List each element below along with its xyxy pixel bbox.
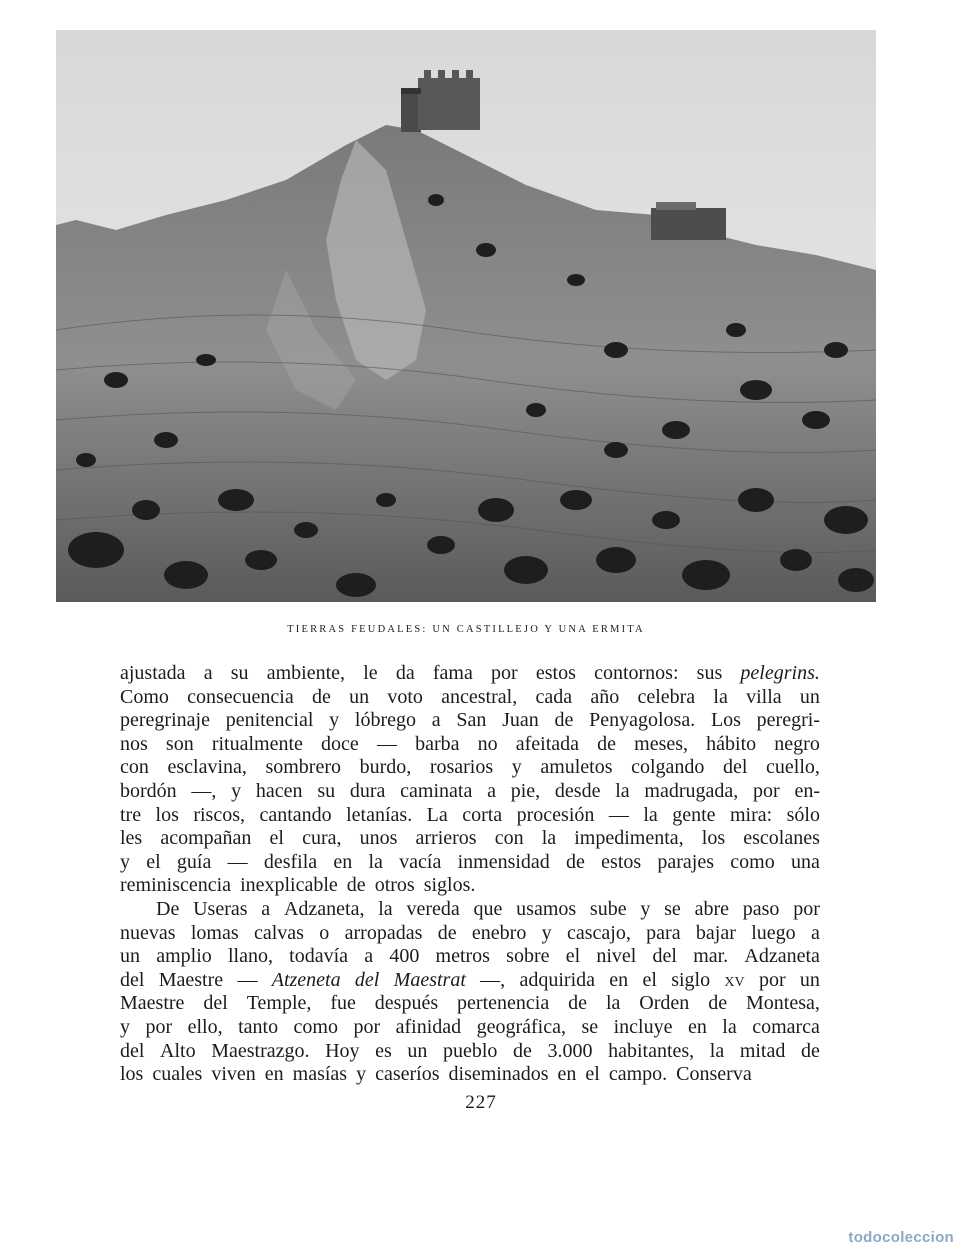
text-line — [120, 804, 820, 828]
word: y — [231, 779, 242, 802]
word: cura, — [302, 827, 342, 850]
word: la — [709, 1039, 725, 1062]
word: en — [609, 968, 629, 991]
word: impedimenta, — [574, 827, 684, 850]
word: en- — [794, 779, 820, 802]
text-line — [120, 733, 820, 757]
text-line — [120, 756, 820, 780]
word: cantando — [259, 803, 332, 826]
word: peregri- — [756, 709, 820, 732]
word: sube — [589, 897, 627, 920]
word: el — [642, 968, 657, 991]
word: incluye — [613, 1015, 673, 1038]
word: en — [264, 1063, 284, 1086]
word: los — [120, 1063, 144, 1086]
word: nuevas — [120, 921, 176, 944]
word: la — [713, 685, 728, 708]
word: Como — [120, 685, 169, 708]
word: — — [608, 803, 629, 826]
word: de — [568, 992, 588, 1015]
word: se — [581, 1015, 599, 1038]
word: campo. — [608, 1063, 668, 1086]
word: bajar — [695, 921, 736, 944]
text-line — [120, 1040, 820, 1064]
word: no — [477, 732, 498, 755]
word: desde — [554, 779, 601, 802]
word: comarca — [752, 1015, 820, 1038]
text-line — [120, 851, 820, 875]
text-line — [120, 945, 820, 969]
text-line — [120, 898, 820, 922]
word: ambiente, — [266, 662, 346, 684]
word: y — [120, 1015, 130, 1038]
word: diseminados — [448, 1063, 549, 1086]
word: estos — [535, 662, 576, 684]
word: vacía — [399, 850, 442, 873]
word: un — [349, 685, 370, 708]
word: dura — [349, 779, 386, 802]
word: por — [758, 968, 786, 991]
word: como — [730, 850, 775, 873]
word: la — [722, 1015, 737, 1038]
word: habitantes, — [608, 1039, 695, 1062]
word: con — [494, 827, 524, 850]
word: unos — [359, 827, 398, 850]
word: de — [346, 874, 366, 897]
word: caminata — [400, 779, 473, 802]
word: le — [363, 662, 378, 684]
text-line — [120, 969, 820, 993]
word: negro — [774, 732, 820, 755]
word: da — [395, 662, 415, 684]
paragraph-2 — [120, 898, 820, 1087]
word: hábito — [706, 732, 757, 755]
word: por — [145, 1015, 173, 1038]
word: el — [565, 945, 581, 968]
word: ello, — [187, 1015, 223, 1038]
word: la — [368, 850, 383, 873]
word: arropadas — [344, 921, 423, 944]
word: una — [790, 850, 820, 873]
word: por — [353, 1015, 381, 1038]
word: 3.000 — [547, 1039, 593, 1062]
word: los — [701, 827, 726, 850]
word: de — [708, 992, 728, 1015]
castle-hill-photo — [56, 30, 876, 602]
word: acompañan — [160, 827, 252, 850]
word: sólo — [786, 803, 820, 826]
word: arrieros — [415, 827, 477, 850]
page-number: 227 — [465, 1092, 497, 1113]
word: cuales — [152, 1063, 203, 1086]
word: son — [165, 732, 194, 755]
word: voto — [387, 685, 423, 708]
word: el — [585, 1063, 600, 1086]
word: a — [364, 945, 374, 968]
word: amplio — [156, 945, 212, 968]
word: cuello, — [766, 756, 820, 779]
word: es — [375, 1039, 392, 1062]
word: viven — [211, 1063, 256, 1086]
word: del — [120, 1039, 145, 1062]
word: — — [237, 968, 258, 991]
word: La — [426, 803, 448, 826]
word: después — [374, 992, 439, 1015]
word: Maestre — [120, 992, 185, 1015]
word: su — [230, 662, 249, 684]
word: por — [491, 662, 518, 684]
word: vereda — [406, 897, 460, 920]
word: en — [557, 1063, 577, 1086]
word: como — [293, 1015, 338, 1038]
word: la — [615, 779, 630, 802]
word: paso — [742, 897, 780, 920]
word: la — [605, 992, 621, 1015]
word: Atzeneta — [271, 968, 341, 991]
word: Hoy — [325, 1039, 360, 1062]
text-line — [120, 874, 820, 898]
text-line — [120, 922, 820, 946]
word: abre — [694, 897, 729, 920]
word: hacen — [255, 779, 303, 802]
word: y — [541, 921, 552, 944]
word: Alto — [160, 1039, 196, 1062]
body-text — [120, 662, 820, 1087]
word: y — [356, 1063, 367, 1086]
word: Orden — [639, 992, 690, 1015]
word: sus — [696, 662, 723, 684]
word: Maestrat — [393, 968, 466, 991]
word: parajes — [657, 850, 715, 873]
word: Maestrazgo. — [211, 1039, 310, 1062]
word: en — [687, 1015, 707, 1038]
word: de — [513, 1039, 532, 1062]
word: a — [487, 779, 496, 802]
text-line — [120, 1063, 820, 1087]
word: contornos: — [594, 662, 679, 684]
word: masías — [292, 1063, 348, 1086]
word: cascajo, — [566, 921, 631, 944]
text-line — [120, 709, 820, 733]
word: calvas — [253, 921, 304, 944]
paragraph-1 — [120, 662, 820, 898]
word: penitencial — [225, 709, 314, 732]
word: para — [646, 921, 681, 944]
word: de — [597, 732, 617, 755]
word: del — [354, 968, 380, 991]
word: a — [811, 921, 820, 944]
text-line — [120, 780, 820, 804]
word: madrugada, — [644, 779, 739, 802]
word: el — [269, 827, 284, 850]
word: del — [120, 968, 145, 991]
word: rosarios — [429, 756, 494, 779]
word: se — [664, 897, 681, 920]
word: tre — [120, 803, 142, 826]
word: siglo — [671, 968, 711, 991]
word: Temple, — [246, 992, 312, 1015]
word: de — [311, 685, 331, 708]
word: llano, — [227, 945, 273, 968]
word: pie, — [510, 779, 541, 802]
word: doce — [321, 732, 359, 755]
text-line — [120, 992, 820, 1016]
word: gente — [672, 803, 716, 826]
word: ritualmente — [211, 732, 303, 755]
word: metros — [435, 945, 490, 968]
word: riscos, — [193, 803, 246, 826]
text-line — [120, 686, 820, 710]
word: mira: — [729, 803, 773, 826]
word: desfila — [263, 850, 318, 873]
word: amuletos — [540, 756, 613, 779]
word: mitad — [739, 1039, 786, 1062]
word: consecuencia — [187, 685, 294, 708]
word: De — [156, 897, 180, 920]
word: que — [473, 897, 503, 920]
word: de — [554, 709, 574, 732]
watermark-logo: todocoleccion — [848, 1229, 954, 1246]
word: con — [120, 756, 149, 779]
word: Conserva — [676, 1063, 752, 1086]
text-line — [120, 1016, 820, 1040]
word: xv — [724, 968, 745, 991]
word: afinidad — [395, 1015, 462, 1038]
text-line — [120, 662, 820, 686]
word: inexplicable — [240, 874, 338, 897]
word: nivel — [596, 945, 637, 968]
word: Penyagolosa. — [589, 709, 696, 732]
word: a — [203, 662, 213, 684]
word: Juan — [502, 709, 539, 732]
word: pueblo — [442, 1039, 498, 1062]
word: Adzaneta — [744, 945, 820, 968]
word: peregrinaje — [120, 709, 210, 732]
word: inmensidad — [457, 850, 550, 873]
word: lomas — [190, 921, 239, 944]
word: o — [319, 921, 330, 944]
word: el — [146, 850, 161, 873]
word: luego — [751, 921, 796, 944]
word: de — [800, 1039, 820, 1062]
word: enebro — [471, 921, 527, 944]
word: esclavina, — [167, 756, 247, 779]
word: del — [723, 756, 748, 779]
word: la — [378, 897, 393, 920]
word: pelegrins. — [740, 662, 820, 684]
word: Montesa, — [746, 992, 820, 1015]
word: estos — [601, 850, 642, 873]
word: guía — [176, 850, 212, 873]
word: colgando — [631, 756, 705, 779]
word: adquirida — [519, 968, 595, 991]
text-line — [120, 827, 820, 851]
word: ajustada — [120, 662, 186, 684]
word: corta — [462, 803, 503, 826]
word: la — [541, 827, 557, 850]
word: la — [643, 803, 658, 826]
word: en — [333, 850, 353, 873]
word: geográfica, — [476, 1015, 566, 1038]
word: a — [431, 709, 441, 732]
word: burdo, — [359, 756, 412, 779]
word: procesión — [516, 803, 595, 826]
word: meses, — [634, 732, 689, 755]
word: un — [799, 685, 820, 708]
word: — — [376, 732, 397, 755]
word: caseríos — [375, 1063, 440, 1086]
word: por — [753, 779, 780, 802]
word: celebra — [637, 685, 696, 708]
word: ancestral, — [441, 685, 518, 708]
word: de — [437, 921, 457, 944]
word: sombrero — [265, 756, 341, 779]
word: del — [203, 992, 228, 1015]
word: y — [511, 756, 522, 779]
word: Adzaneta, — [283, 897, 365, 920]
word: los — [155, 803, 179, 826]
word: tanto — [238, 1015, 279, 1038]
word: año — [590, 685, 620, 708]
word: reminiscencia — [120, 874, 232, 897]
word: letanías. — [346, 803, 413, 826]
word: y — [120, 850, 130, 873]
word: otros — [374, 874, 415, 897]
word: barba — [415, 732, 460, 755]
word: fue — [330, 992, 356, 1015]
word: —, — [480, 968, 506, 991]
word: San — [456, 709, 487, 732]
word: pertenencia — [457, 992, 550, 1015]
word: un — [407, 1039, 428, 1062]
word: villa — [746, 685, 782, 708]
word: usamos — [516, 897, 577, 920]
word: del — [652, 945, 677, 968]
word: fama — [432, 662, 473, 684]
word: y — [329, 709, 340, 732]
word: siglos. — [423, 874, 476, 897]
landscape-illustration — [56, 30, 876, 602]
word: les — [120, 827, 143, 850]
word: de — [566, 850, 585, 873]
word: Los — [710, 709, 741, 732]
word: afeitada — [515, 732, 580, 755]
word: cada — [535, 685, 573, 708]
word: Maestre — [158, 968, 224, 991]
word: mar. — [693, 945, 729, 968]
photo-caption: TIERRAS FEUDALES: UN CASTILLEJO Y UNA ERMITA — [287, 624, 645, 635]
word: 400 — [389, 945, 420, 968]
word: —, — [191, 779, 217, 802]
word: escolanes — [743, 827, 820, 850]
word: lóbrego — [354, 709, 416, 732]
word: todavía — [289, 945, 349, 968]
word: su — [317, 779, 336, 802]
word: — — [227, 850, 248, 873]
word: Useras — [193, 897, 248, 920]
word: bordón — [120, 779, 177, 802]
word: nos — [120, 732, 148, 755]
word: y — [640, 897, 651, 920]
word: un — [799, 968, 820, 991]
word: a — [261, 897, 271, 920]
word: por — [793, 897, 820, 920]
word: un — [120, 945, 140, 968]
word: sobre — [506, 945, 550, 968]
